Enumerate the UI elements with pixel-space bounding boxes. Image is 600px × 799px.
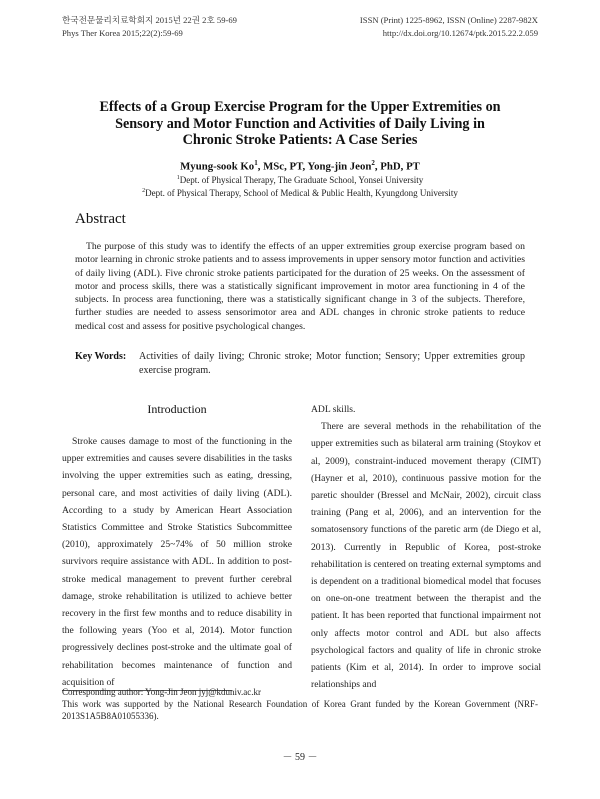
- author-credentials: , MSc, PT,: [257, 160, 308, 173]
- keywords: [75, 350, 525, 378]
- abstract-body: The purpose of this study was to identify the effects of an upper extremities group exercise program based on motor learning in chronic stroke patients and to assess improvements in upper sensory motor function and activities of daily living (ADL). Five chronic stroke patients participated for the duration of 25 weeks. On the assessment of motor and process skills, there was a statistically significant improvement in motor area functioning in 4 of the subjects. In process area functioning, there was a statistically significant change in 3 of the subjects. Therefore, further studies are needed to assess sensorimotor area and ADL changes in chronic stroke patients to reduce medical cost and assess for positive psychological changes.: [75, 241, 525, 332]
- journal-header-right: [360, 14, 538, 40]
- footnotes: [62, 686, 538, 722]
- affiliation-mark: 1: [176, 175, 180, 181]
- author-credentials: , PhD, PT: [374, 160, 420, 173]
- section-heading: Introduction: [147, 402, 207, 416]
- affiliation-1: [40, 175, 560, 185]
- body-paragraph: ADL skills.: [311, 404, 356, 415]
- journal-header-left: [62, 14, 237, 40]
- affiliation-2: [40, 188, 560, 198]
- title-line: Effects of a Group Exercise Program for the Upper Extremities on: [99, 99, 501, 115]
- author-name: Myung-sook Ko: [180, 160, 255, 173]
- body-column-right: [311, 401, 541, 693]
- title-line: Sensory and Motor Function and Activities of Daily Living in: [115, 115, 485, 132]
- funding-note: This work was supported by the National Research Foundation of Korea Grant funded by the Korean Government (NRF-2013S1A5B8A01055336).: [62, 699, 538, 721]
- body-paragraph: There are several methods in the rehabilitation of the upper extremities such as bilateral arm training (Stoykov et al, 2009), constraint-induced movement therapy (CIMT) (Hayner et al, 2010), continuous passive motion for the paretic shoulder (Bressel and McNair, 2002), circuit class training (Pang et al, 2006), and an intervention for the somatosensory functions of the paretic arm (de Diego et al, 2013). Currently in Republic of Korea, post-stroke rehabilitation is centered on treating external symptoms and is dependent on a traditional biomedical model that focuses on one-on-one treatment between the therapist and the patient. It has been reported that functional impairment not only affects motor control and ADL but also affects psychological factors and quality of life in chronic stroke patients (Kim et al, 2014). In order to improve social relationships and: [311, 421, 541, 691]
- body-paragraph: Stroke causes damage to most of the functioning in the upper extremities and causes severe disabilities in the tasks involving the upper extremities such as eating, dressing, personal care, and most activities of daily living (ADL). According to a study by American Heart Association Statistics Committee and Stroke Statistics Subcommittee (2010), approximately 25~74% of 50 million stroke survivors require assistance with ADL. In addition to post-stroke medical management to prevent further cerebral damage, stroke rehabilitation is utilized to achieve better recovery in the first few months and to reduce disability in the following years (Yoo et al, 2014). Motor function progressively declines post-stroke and the ultimate goal of rehabilitation becomes maintenance of function and acquisition of: [62, 436, 292, 688]
- title-line: Chronic Stroke Patients: A Case Series: [182, 132, 418, 149]
- journal-english-citation: Phys Ther Korea 2015;22(2):59-69: [62, 28, 183, 38]
- corresponding-author: Corresponding author: Yong-Jin Jeon jyj@kduniv.ac.kr: [62, 687, 261, 697]
- author-affil-mark: 2: [371, 159, 375, 167]
- keywords-text: Activities of daily living; Chronic stroke; Motor function; Sensory; Upper extremities group exercise program.: [139, 351, 525, 376]
- issn-line: ISSN (Print) 1225-8962, ISSN (Online) 2287-982X: [359, 15, 538, 25]
- affiliation-text: Dept. of Physical Therapy, School of Medical & Public Health, Kyungdong University: [145, 188, 458, 198]
- affiliation-mark: 2: [142, 188, 146, 194]
- affiliation-text: Dept. of Physical Therapy, The Graduate School, Yonsei University: [179, 175, 424, 185]
- abstract-heading: Abstract: [75, 211, 126, 227]
- author-affil-mark: 1: [254, 159, 258, 167]
- page-number: － 59 －: [282, 752, 318, 763]
- journal-korean-citation: 한국전문물리치료학회지 2015년 22권 2호 59-69: [62, 15, 237, 25]
- article-title: [40, 99, 560, 149]
- doi-link[interactable]: http://dx.doi.org/10.12674/ptk.2015.22.2.059: [382, 28, 538, 38]
- author-line: [40, 159, 560, 173]
- author-name: Yong-jin Jeon: [307, 160, 372, 173]
- body-column-left: [62, 401, 292, 691]
- keywords-label: Key Words:: [75, 351, 127, 362]
